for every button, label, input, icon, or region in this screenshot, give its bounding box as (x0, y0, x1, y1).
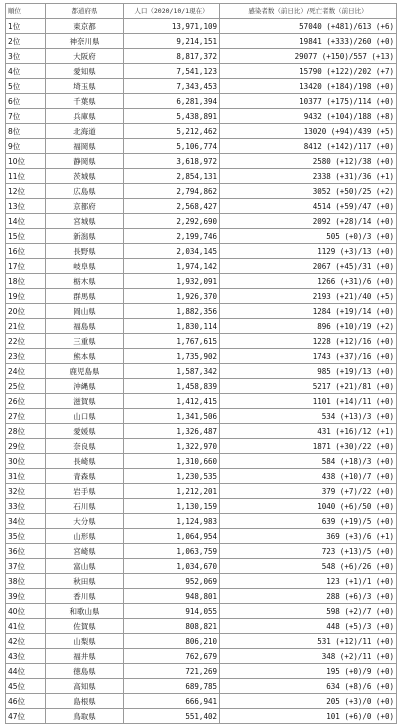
cases-cell[interactable]: 5217 (+21)/81 (+0) (220, 379, 397, 394)
prefecture-cell[interactable]: 静岡県 (46, 154, 124, 169)
rank-cell[interactable]: 25位 (6, 379, 46, 394)
cases-cell[interactable]: 1129 (+3)/13 (+0) (220, 244, 397, 259)
rank-cell[interactable]: 15位 (6, 229, 46, 244)
cases-cell[interactable]: 584 (+18)/3 (+0) (220, 454, 397, 469)
cases-cell[interactable]: 8412 (+142)/117 (+0) (220, 139, 397, 154)
table-row (6, 184, 397, 199)
table-row (6, 244, 397, 259)
cases-cell[interactable]: 369 (+3)/6 (+1) (220, 529, 397, 544)
rank-cell[interactable]: 11位 (6, 169, 46, 184)
rank-cell[interactable]: 29位 (6, 439, 46, 454)
cases-cell[interactable]: 2580 (+12)/38 (+0) (220, 154, 397, 169)
population-cell[interactable]: 1,034,670 (124, 559, 220, 574)
population-cell[interactable]: 1,130,159 (124, 499, 220, 514)
rank-cell[interactable]: 24位 (6, 364, 46, 379)
header-population[interactable]: 人口（2020/10/1現在） (124, 4, 220, 19)
rank-cell[interactable]: 22位 (6, 334, 46, 349)
rank-cell[interactable]: 1位 (6, 19, 46, 34)
table-row (6, 484, 397, 499)
prefecture-cell[interactable]: 広島県 (46, 184, 124, 199)
prefecture-cell[interactable]: 鹿児島県 (46, 364, 124, 379)
cases-cell[interactable]: 195 (+0)/9 (+0) (220, 664, 397, 679)
cases-cell[interactable]: 1228 (+12)/16 (+0) (220, 334, 397, 349)
cases-cell[interactable]: 13020 (+94)/439 (+5) (220, 124, 397, 139)
prefecture-cell[interactable]: 愛知県 (46, 64, 124, 79)
rank-cell[interactable]: 18位 (6, 274, 46, 289)
population-cell[interactable]: 3,618,972 (124, 154, 220, 169)
prefecture-cell[interactable]: 福岡県 (46, 139, 124, 154)
table-row (6, 679, 397, 694)
table-row (6, 634, 397, 649)
prefecture-cell[interactable]: 山口県 (46, 409, 124, 424)
table-row (6, 619, 397, 634)
cases-cell[interactable]: 2193 (+21)/40 (+5) (220, 289, 397, 304)
population-cell[interactable]: 2,199,746 (124, 229, 220, 244)
cases-cell[interactable]: 531 (+12)/11 (+0) (220, 634, 397, 649)
population-cell[interactable]: 948,801 (124, 589, 220, 604)
cases-cell[interactable]: 548 (+6)/26 (+0) (220, 559, 397, 574)
cases-cell[interactable]: 431 (+16)/12 (+1) (220, 424, 397, 439)
cases-cell[interactable]: 205 (+3)/0 (+0) (220, 694, 397, 709)
rank-cell[interactable]: 44位 (6, 664, 46, 679)
rank-cell[interactable]: 16位 (6, 244, 46, 259)
table-row (6, 379, 397, 394)
population-cell[interactable]: 1,767,615 (124, 334, 220, 349)
prefecture-cell[interactable]: 兵庫県 (46, 109, 124, 124)
cases-cell[interactable]: 1101 (+14)/11 (+0) (220, 394, 397, 409)
prefecture-cell[interactable]: 三重県 (46, 334, 124, 349)
table-row (6, 514, 397, 529)
population-cell[interactable]: 914,055 (124, 604, 220, 619)
population-cell[interactable]: 808,821 (124, 619, 220, 634)
prefecture-cell[interactable]: 宮崎県 (46, 544, 124, 559)
cases-cell[interactable]: 379 (+7)/22 (+0) (220, 484, 397, 499)
rank-cell[interactable]: 7位 (6, 109, 46, 124)
cases-cell[interactable]: 57040 (+481)/613 (+6) (220, 19, 397, 34)
table-row (6, 19, 397, 34)
rank-cell[interactable]: 23位 (6, 349, 46, 364)
cases-cell[interactable]: 10377 (+175)/114 (+0) (220, 94, 397, 109)
population-cell[interactable]: 1,326,487 (124, 424, 220, 439)
prefecture-cell[interactable]: 福井県 (46, 649, 124, 664)
cases-cell[interactable]: 534 (+13)/3 (+0) (220, 409, 397, 424)
prefecture-cell[interactable]: 沖縄県 (46, 379, 124, 394)
population-cell[interactable]: 9,214,151 (124, 34, 220, 49)
table-row (6, 499, 397, 514)
prefecture-cell[interactable]: 奈良県 (46, 439, 124, 454)
rank-cell[interactable]: 2位 (6, 34, 46, 49)
cases-cell[interactable]: 1040 (+6)/50 (+0) (220, 499, 397, 514)
population-cell[interactable]: 1,587,342 (124, 364, 220, 379)
prefecture-cell[interactable]: 京都府 (46, 199, 124, 214)
population-cell[interactable]: 551,402 (124, 709, 220, 724)
population-cell[interactable]: 689,785 (124, 679, 220, 694)
prefecture-cell[interactable]: 神奈川県 (46, 34, 124, 49)
population-cell[interactable]: 5,438,891 (124, 109, 220, 124)
rank-cell[interactable]: 46位 (6, 694, 46, 709)
rank-cell[interactable]: 31位 (6, 469, 46, 484)
population-cell[interactable]: 13,971,109 (124, 19, 220, 34)
table-row (6, 664, 397, 679)
rank-cell[interactable]: 5位 (6, 79, 46, 94)
cases-cell[interactable]: 3052 (+50)/25 (+2) (220, 184, 397, 199)
population-cell[interactable]: 1,458,839 (124, 379, 220, 394)
prefecture-cell[interactable]: 富山県 (46, 559, 124, 574)
header-rank[interactable]: 順位 (6, 4, 46, 19)
population-cell[interactable]: 5,106,774 (124, 139, 220, 154)
prefecture-cell[interactable]: 熊本県 (46, 349, 124, 364)
population-cell[interactable]: 806,210 (124, 634, 220, 649)
table-row (6, 319, 397, 334)
prefecture-cell[interactable]: 岩手県 (46, 484, 124, 499)
cases-cell[interactable]: 2338 (+31)/36 (+1) (220, 169, 397, 184)
cases-cell[interactable]: 985 (+19)/13 (+0) (220, 364, 397, 379)
rank-cell[interactable]: 27位 (6, 409, 46, 424)
rank-cell[interactable]: 41位 (6, 619, 46, 634)
table-row (6, 214, 397, 229)
prefecture-cell[interactable]: 岡山県 (46, 304, 124, 319)
table-row (6, 544, 397, 559)
header-prefecture[interactable]: 都道府県 (46, 4, 124, 19)
cases-cell[interactable]: 29077 (+150)/557 (+13) (220, 49, 397, 64)
table-row (6, 439, 397, 454)
table-row (6, 259, 397, 274)
rank-cell[interactable]: 26位 (6, 394, 46, 409)
table-row (6, 364, 397, 379)
rank-cell[interactable]: 47位 (6, 709, 46, 724)
prefecture-cell[interactable]: 佐賀県 (46, 619, 124, 634)
population-cell[interactable]: 1,341,506 (124, 409, 220, 424)
rank-cell[interactable]: 10位 (6, 154, 46, 169)
rank-cell[interactable]: 21位 (6, 319, 46, 334)
table-row (6, 334, 397, 349)
cases-cell[interactable]: 15790 (+122)/202 (+7) (220, 64, 397, 79)
rank-cell[interactable]: 20位 (6, 304, 46, 319)
prefecture-cell[interactable]: 大分県 (46, 514, 124, 529)
prefecture-cell[interactable]: 福島県 (46, 319, 124, 334)
prefecture-cell[interactable]: 群馬県 (46, 289, 124, 304)
prefecture-cell[interactable]: 埼玉県 (46, 79, 124, 94)
cases-cell[interactable]: 123 (+1)/1 (+0) (220, 574, 397, 589)
table-row (6, 349, 397, 364)
population-cell[interactable]: 2,854,131 (124, 169, 220, 184)
cases-cell[interactable]: 598 (+2)/7 (+0) (220, 604, 397, 619)
prefecture-cell[interactable]: 栃木県 (46, 274, 124, 289)
prefecture-cell[interactable]: 秋田県 (46, 574, 124, 589)
cases-cell[interactable]: 896 (+10)/19 (+2) (220, 319, 397, 334)
table-row (6, 289, 397, 304)
rank-cell[interactable]: 28位 (6, 424, 46, 439)
population-cell[interactable]: 1,926,370 (124, 289, 220, 304)
cases-cell[interactable]: 448 (+5)/3 (+0) (220, 619, 397, 634)
prefecture-cell[interactable]: 徳島県 (46, 664, 124, 679)
cases-cell[interactable]: 634 (+8)/6 (+0) (220, 679, 397, 694)
prefecture-cell[interactable]: 滋賀県 (46, 394, 124, 409)
table-row (6, 169, 397, 184)
population-cell[interactable]: 1,932,091 (124, 274, 220, 289)
cases-cell[interactable]: 1266 (+31)/6 (+0) (220, 274, 397, 289)
rank-cell[interactable]: 13位 (6, 199, 46, 214)
population-cell[interactable]: 666,941 (124, 694, 220, 709)
population-cell[interactable]: 1,230,535 (124, 469, 220, 484)
cases-cell[interactable]: 1743 (+37)/16 (+0) (220, 349, 397, 364)
prefecture-table (5, 3, 397, 724)
rank-cell[interactable]: 8位 (6, 124, 46, 139)
table-row (6, 64, 397, 79)
cases-cell[interactable]: 2067 (+45)/31 (+0) (220, 259, 397, 274)
cases-cell[interactable]: 13420 (+184)/198 (+0) (220, 79, 397, 94)
table-row (6, 79, 397, 94)
cases-cell[interactable]: 348 (+2)/11 (+0) (220, 649, 397, 664)
cases-cell[interactable]: 9432 (+104)/188 (+8) (220, 109, 397, 124)
table-row (6, 469, 397, 484)
population-cell[interactable]: 762,679 (124, 649, 220, 664)
table-row (6, 604, 397, 619)
cases-cell[interactable]: 4514 (+59)/47 (+0) (220, 199, 397, 214)
population-cell[interactable]: 7,343,453 (124, 79, 220, 94)
header-row (6, 4, 397, 19)
header-cases[interactable]: 感染者数（前日比）/死亡者数（前日比） (220, 4, 397, 19)
table-row (6, 709, 397, 724)
rank-cell[interactable]: 38位 (6, 574, 46, 589)
prefecture-cell[interactable]: 長野県 (46, 244, 124, 259)
prefecture-cell[interactable]: 茨城県 (46, 169, 124, 184)
table-row (6, 694, 397, 709)
rank-cell[interactable]: 37位 (6, 559, 46, 574)
population-cell[interactable]: 1,322,970 (124, 439, 220, 454)
population-cell[interactable]: 1,063,759 (124, 544, 220, 559)
population-cell[interactable]: 7,541,123 (124, 64, 220, 79)
rank-cell[interactable]: 32位 (6, 484, 46, 499)
population-cell[interactable]: 1,830,114 (124, 319, 220, 334)
cases-cell[interactable]: 438 (+10)/7 (+0) (220, 469, 397, 484)
table-row (6, 454, 397, 469)
table-row (6, 304, 397, 319)
prefecture-cell[interactable]: 愛媛県 (46, 424, 124, 439)
cases-cell[interactable]: 19841 (+333)/260 (+0) (220, 34, 397, 49)
table-row (6, 424, 397, 439)
table-row (6, 274, 397, 289)
table-row (6, 649, 397, 664)
table-row (6, 589, 397, 604)
rank-cell[interactable]: 39位 (6, 589, 46, 604)
prefecture-cell[interactable]: 和歌山県 (46, 604, 124, 619)
population-cell[interactable]: 1,735,902 (124, 349, 220, 364)
population-cell[interactable]: 2,034,145 (124, 244, 220, 259)
table-row (6, 49, 397, 64)
population-cell[interactable]: 5,212,462 (124, 124, 220, 139)
prefecture-cell[interactable]: 島根県 (46, 694, 124, 709)
table-row (6, 154, 397, 169)
rank-cell[interactable]: 12位 (6, 184, 46, 199)
population-cell[interactable]: 1,064,954 (124, 529, 220, 544)
prefecture-cell[interactable]: 石川県 (46, 499, 124, 514)
prefecture-cell[interactable]: 山梨県 (46, 634, 124, 649)
rank-cell[interactable]: 30位 (6, 454, 46, 469)
prefecture-cell[interactable]: 香川県 (46, 589, 124, 604)
rank-cell[interactable]: 40位 (6, 604, 46, 619)
table-row (6, 199, 397, 214)
cases-cell[interactable]: 1284 (+19)/14 (+0) (220, 304, 397, 319)
prefecture-cell[interactable]: 北海道 (46, 124, 124, 139)
table-row (6, 574, 397, 589)
rank-cell[interactable]: 4位 (6, 64, 46, 79)
population-cell[interactable]: 6,281,394 (124, 94, 220, 109)
prefecture-cell[interactable]: 高知県 (46, 679, 124, 694)
population-cell[interactable]: 2,292,690 (124, 214, 220, 229)
prefecture-cell[interactable]: 山形県 (46, 529, 124, 544)
prefecture-cell[interactable]: 東京都 (46, 19, 124, 34)
prefecture-cell[interactable]: 宮城県 (46, 214, 124, 229)
rank-cell[interactable]: 42位 (6, 634, 46, 649)
cases-cell[interactable]: 723 (+13)/5 (+0) (220, 544, 397, 559)
prefecture-cell[interactable]: 鳥取県 (46, 709, 124, 724)
prefecture-cell[interactable]: 岐阜県 (46, 259, 124, 274)
population-cell[interactable]: 1,310,660 (124, 454, 220, 469)
cases-cell[interactable]: 505 (+0)/3 (+0) (220, 229, 397, 244)
table-body (6, 19, 397, 724)
rank-cell[interactable]: 3位 (6, 49, 46, 64)
table-row (6, 124, 397, 139)
prefecture-cell[interactable]: 千葉県 (46, 94, 124, 109)
population-cell[interactable]: 8,817,372 (124, 49, 220, 64)
table-row (6, 529, 397, 544)
rank-cell[interactable]: 45位 (6, 679, 46, 694)
population-cell[interactable]: 721,269 (124, 664, 220, 679)
population-cell[interactable]: 2,568,427 (124, 199, 220, 214)
cases-cell[interactable]: 1871 (+30)/22 (+0) (220, 439, 397, 454)
rank-cell[interactable]: 34位 (6, 514, 46, 529)
rank-cell[interactable]: 9位 (6, 139, 46, 154)
prefecture-cell[interactable]: 長崎県 (46, 454, 124, 469)
rank-cell[interactable]: 17位 (6, 259, 46, 274)
prefecture-cell[interactable]: 青森県 (46, 469, 124, 484)
rank-cell[interactable]: 14位 (6, 214, 46, 229)
population-cell[interactable]: 1,124,983 (124, 514, 220, 529)
rank-cell[interactable]: 36位 (6, 544, 46, 559)
table-row (6, 94, 397, 109)
table-row (6, 109, 397, 124)
population-cell[interactable]: 2,794,862 (124, 184, 220, 199)
cases-cell[interactable]: 2092 (+28)/14 (+0) (220, 214, 397, 229)
rank-cell[interactable]: 19位 (6, 289, 46, 304)
population-cell[interactable]: 1,974,142 (124, 259, 220, 274)
cases-cell[interactable]: 639 (+19)/5 (+0) (220, 514, 397, 529)
table-row (6, 229, 397, 244)
table-row (6, 34, 397, 49)
rank-cell[interactable]: 35位 (6, 529, 46, 544)
rank-cell[interactable]: 43位 (6, 649, 46, 664)
cases-cell[interactable]: 288 (+6)/3 (+0) (220, 589, 397, 604)
population-cell[interactable]: 952,069 (124, 574, 220, 589)
prefecture-cell[interactable]: 新潟県 (46, 229, 124, 244)
table-row (6, 559, 397, 574)
population-cell[interactable]: 1,882,356 (124, 304, 220, 319)
rank-cell[interactable]: 33位 (6, 499, 46, 514)
table-row (6, 139, 397, 154)
table-row (6, 409, 397, 424)
table-row (6, 394, 397, 409)
rank-cell[interactable]: 6位 (6, 94, 46, 109)
prefecture-cell[interactable]: 大阪府 (46, 49, 124, 64)
cases-cell[interactable]: 101 (+6)/0 (+0) (220, 709, 397, 724)
population-cell[interactable]: 1,412,415 (124, 394, 220, 409)
population-cell[interactable]: 1,212,201 (124, 484, 220, 499)
